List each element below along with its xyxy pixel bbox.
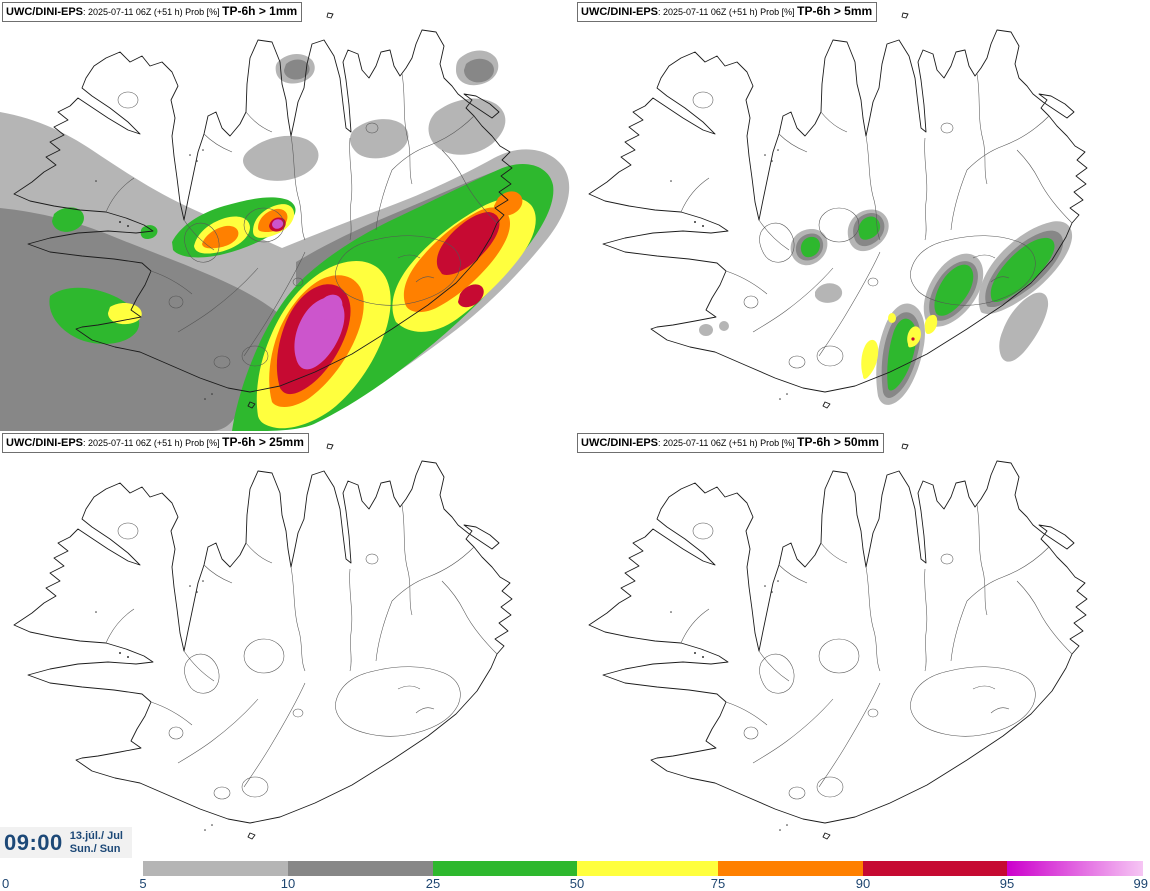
- colorbar-segment-90-95: [863, 861, 1007, 876]
- colorbar-label-75: 75: [710, 876, 726, 891]
- threshold-label: TP-6h > 25mm: [222, 435, 304, 449]
- model-label: UWC/DINI-EPS: [6, 437, 83, 449]
- colorbar-label-50: 50: [569, 876, 585, 891]
- run-info: : 2025-07-11 06Z (+51 h) Prob [%]: [658, 7, 798, 17]
- colorbar-label-5: 5: [139, 876, 147, 891]
- colorbar-segment-75-90: [718, 861, 863, 876]
- valid-time: 09:00: [4, 829, 63, 855]
- colorbar-label-25: 25: [425, 876, 441, 891]
- colorbar-segment-50-75: [577, 861, 718, 876]
- colorbar-label-90: 90: [855, 876, 871, 891]
- run-info: : 2025-07-11 06Z (+51 h) Prob [%]: [658, 438, 798, 448]
- colorbar-label-95: 95: [999, 876, 1015, 891]
- map-panel-1mm: [0, 0, 575, 431]
- valid-time-box: [0, 827, 132, 858]
- iceland-map-5mm: [575, 0, 1150, 431]
- panel-title-25mm: [2, 433, 309, 453]
- colorbar-segment-10-25: [288, 861, 433, 876]
- colorbar-labels: [0, 876, 1150, 891]
- iceland-map-1mm: [0, 0, 575, 431]
- valid-date-top: 13.júl./ Jul: [69, 830, 123, 842]
- colorbar-segment-95-99: [1007, 861, 1143, 876]
- colorbar-label-10: 10: [280, 876, 296, 891]
- map-panel-5mm: [575, 0, 1150, 431]
- valid-date: [70, 830, 123, 855]
- threshold-label: TP-6h > 50mm: [797, 435, 879, 449]
- valid-date-bottom: Sun./ Sun: [69, 842, 121, 855]
- run-info: : 2025-07-11 06Z (+51 h) Prob [%]: [83, 438, 223, 448]
- iceland-map-50mm: [575, 431, 1150, 862]
- colorbar-label-0: 0: [2, 876, 10, 891]
- colorbar-segment-5-10: [143, 861, 288, 876]
- colorbar-segment-0-5: [0, 861, 143, 876]
- model-label: UWC/DINI-EPS: [581, 437, 658, 449]
- threshold-label: TP-6h > 1mm: [222, 4, 298, 18]
- colorbar: [0, 861, 1150, 876]
- run-info: : 2025-07-11 06Z (+51 h) Prob [%]: [83, 7, 223, 17]
- panel-title-50mm: [577, 433, 884, 453]
- model-label: UWC/DINI-EPS: [6, 6, 83, 18]
- panel-title-1mm: [2, 2, 302, 22]
- map-panel-25mm: [0, 431, 575, 862]
- map-panel-50mm: [575, 431, 1150, 862]
- panel-title-5mm: [577, 2, 877, 22]
- threshold-label: TP-6h > 5mm: [797, 4, 873, 18]
- model-label: UWC/DINI-EPS: [581, 6, 658, 18]
- colorbar-label-99: 99: [1133, 876, 1148, 891]
- iceland-map-25mm: [0, 431, 575, 862]
- colorbar-segment-25-50: [433, 861, 577, 876]
